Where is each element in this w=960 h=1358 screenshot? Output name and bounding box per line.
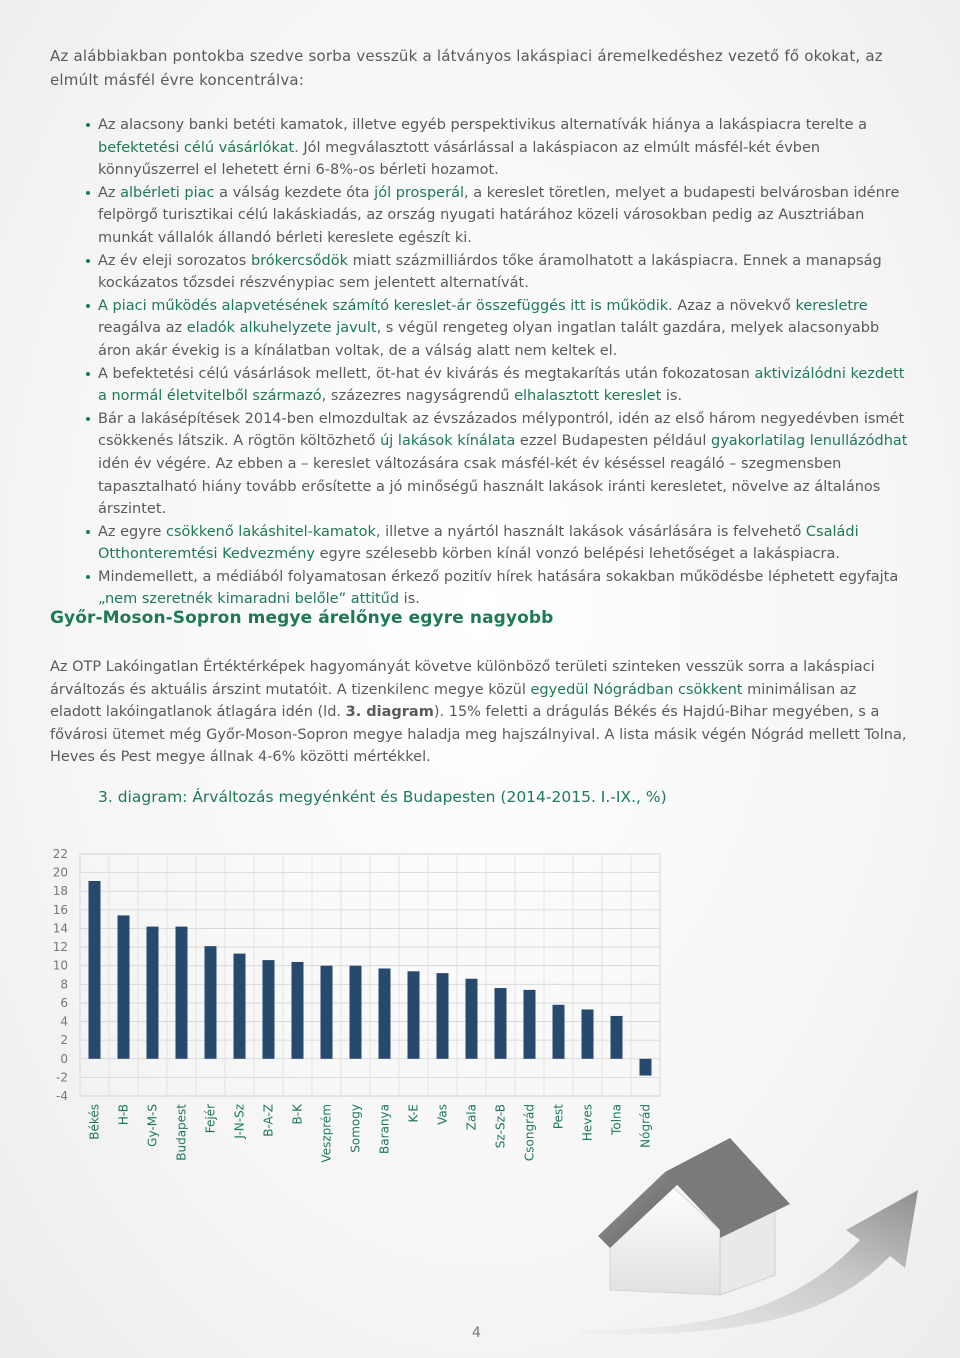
text-segment: is. [399,591,420,608]
bar-Nógrád [640,1059,652,1076]
y-tick-label: 22 [52,847,68,861]
text-segment: Mindemellett, a médiából folyamatosan érkező pozitív hírek hatására sokakban működésbe léphetett egyfajta [98,568,899,585]
text-segment: reagálva az [98,320,187,337]
bar-K-E [408,971,420,1058]
bar-B-K [292,962,304,1059]
y-tick-label: 14 [52,921,68,936]
y-tick-label: 6 [60,995,68,1010]
highlighted-text: aktivizálódni kezdett a normál életvitelből származó [98,365,905,405]
bullet-item [86,566,916,611]
x-tick-label: Fejér [203,1104,218,1134]
highlighted-text: keresletre [795,297,868,314]
bullet-item [86,114,916,182]
bullet-item [86,182,916,250]
text-segment: . Jól megválasztott vásárlással a lakáspiacon az elmúlt másfél-két évben könnyűszerrel el lehetett érni 6-8%-os bérleti hozamot. [98,139,821,179]
highlighted-text: brókercsődök [250,252,348,269]
bullet-item [86,250,916,295]
y-tick-label: 18 [52,884,68,899]
x-tick-label: Tolna [609,1104,624,1135]
section-title: Győr-Moson-Sopron megye árelőnye egyre nagyobb [50,608,554,628]
highlighted-text: csökkenő lakáshitel-kamatok [166,523,376,540]
text-segment: Az egyre [98,523,167,540]
house-arrow-illustration [570,1090,960,1335]
text-segment: egyre szélesebb körben kínál vonzó belépési lehetőséget a lakáspiacra. [314,546,840,563]
bullet-item [86,363,916,408]
x-tick-label: Csongrád [522,1104,537,1162]
highlighted-text: befektetési célú vásárlókat [98,139,295,156]
bar-Vas [437,973,449,1059]
x-tick-label: B-A-Z [261,1104,276,1137]
highlighted-text: új lakások kínálata [380,433,516,450]
bar-Sz-Sz-B [495,988,507,1059]
x-tick-label: Nógrád [638,1104,653,1148]
bar-Pest [553,1005,565,1059]
reasons-list [86,114,916,611]
text-segment: Az [98,184,121,201]
bar-Gy-M-S [147,927,159,1059]
highlighted-text: A piaci működés alapvetésének számító kereslet-ár összefüggés itt is működik [98,297,669,314]
highlighted-text: „nem szeretnék kimaradni belőle” attitűd [98,591,400,608]
text-segment: miatt százmilliárdos tőke áramolhatott a lakáspiacra. Ennek a manapság kockázatos tőzsdei részvénypiac sem jelentett alternatívát. [98,252,882,292]
x-tick-label: Zala [464,1104,479,1131]
text-segment: is. [661,388,683,405]
x-tick-label: J-N-Sz [232,1104,247,1139]
y-tick-label: 8 [60,977,68,992]
bar-Békés [89,881,101,1059]
text-segment: , a kereslet töretlen, melyet a budapesti belvárosban idénre felpörgő turisztikai célú lakáskiadás, az ország nyugati határához közeli városokban pedig az Ausztriában munkát vállalók állandó bérleti kereslete egészít ki. [98,184,900,246]
y-tick-label: 0 [60,1051,68,1066]
text-segment: Bár a lakásépítések 2014-ben elmozdultak az évszázados mélypontról, idén az első három negyedévben ismét csökkenés látszik. A rögtön költözhető [98,410,905,450]
x-tick-label: Pest [551,1104,566,1130]
highlighted-text: jól prosperál [374,184,464,201]
highlighted-text: elhalasztott kereslet [514,388,662,405]
x-tick-label: Baranya [377,1104,392,1154]
text-segment: minimálisan az eladott lakóingatlanok átlagára idén (ld. [50,681,857,721]
highlighted-text: albérleti piac [120,184,215,201]
text-segment: . Azaz a növekvő [668,297,796,314]
bar-Tolna [611,1016,623,1059]
text-segment: Az alacsony banki betéti kamatok, illetve egyéb perspektivikus alternatívák hiánya a lakáspiacra terelte a [98,117,868,133]
highlighted-text: eladók alkuhelyzete javult [186,320,377,337]
bar-Somogy [350,966,362,1059]
bar-Csongrád [524,990,536,1059]
y-tick-label: 10 [52,958,68,973]
bullet-item [86,521,916,566]
x-tick-label: Veszprém [319,1104,334,1163]
bold-text: 3. diagram [345,704,434,721]
text-segment: idén év végére. Az ebben a – kereslet változására csak másfél-két év késéssel reagáló – szegmensben tapasztalható hiány tovább erősítette a jó minőségű használt lakások iránti keresletet, növelve az általános árszintet. [98,455,881,518]
section-paragraph [50,656,910,769]
y-tick-label: 16 [52,902,68,917]
text-segment: , illetve a nyártól használt lakások vásárlására is felvehető [375,523,806,540]
x-tick-label: Heves [580,1104,595,1142]
highlighted-text: Családi Otthonteremtési Kedvezmény [98,523,859,563]
bar-Zala [466,979,478,1059]
x-tick-label: Vas [435,1104,450,1125]
bar-Heves [582,1009,594,1058]
text-segment: , s végül rengeteg olyan ingatlan talált gazdára, melyek alacsonyabb áron akár évekig is a kínálatban voltak, de a válság alatt nem keltek el. [98,320,880,359]
highlighted-text: gyakorlatilag lenullázódhat [711,433,908,450]
bar-B-A-Z [263,960,275,1059]
bar-Baranya [379,968,391,1058]
y-tick-label: 12 [52,940,68,955]
x-tick-label: Sz-Sz-B [493,1104,508,1149]
x-tick-label: B-K [290,1104,305,1125]
text-segment: , százezres nagyságrendű [321,388,515,405]
x-tick-label: Budapest [174,1104,189,1161]
x-tick-label: Békés [87,1104,102,1140]
bullet-item [86,295,916,363]
y-tick-label: 2 [60,1033,68,1048]
x-tick-label: H-B [116,1104,131,1126]
x-tick-label: Somogy [348,1104,363,1153]
x-tick-label: Gy-M-S [145,1104,160,1147]
text-segment: a válság kezdete óta [214,184,375,201]
bar-J-N-Sz [234,954,246,1059]
text-segment: Az OTP Lakóingatlan Értéktérképek hagyományát követve különböző területi szinteken vesszük sorra a lakáspiaci árváltozás és aktuális árszint mutatóit. A tizenkilenc megye közül [50,659,875,698]
y-tick-label: 20 [52,865,68,880]
page-number: 4 [472,1325,481,1341]
intro-text: Az alábbiakban pontokba szedve sorba vesszük a látványos lakáspiaci áremelkedéshez vezető fő okokat, az elmúlt másfél évre koncentrálva: [50,47,883,89]
x-tick-label: K-E [406,1104,421,1123]
bullet-item [86,408,916,521]
bar-Budapest [176,927,188,1059]
highlighted-text: egyedül Nógrádban csökkent [530,681,743,698]
chart-title: 3. diagram: Árváltozás megyénként és Budapesten (2014-2015. I.-IX., %) [98,788,667,806]
text-segment: ezzel Budapesten például [515,433,711,450]
text-segment: ). 15% feletti a drágulás Békés és Hajdú-Bihar megyében, s a fővárosi ütemet még Győr-Moson-Sopron megye haladja meg hajszálnyival. A lista másik végén Nógrád mellett Tolna, Heves és Pest megye állnak 4-6% közötti mértékkel. [50,704,907,766]
bar-H-B [118,915,130,1058]
y-tick-label: -2 [56,1070,68,1085]
text-segment: A befektetési célú vásárlások mellett, öt-hat év kivárás és megtakarítás után fokozatosan [98,365,755,382]
bar-Veszprém [321,966,333,1059]
y-tick-label: -4 [56,1089,68,1103]
text-segment: Az év eleji sorozatos [98,252,251,269]
bar-Fejér [205,946,217,1059]
y-tick-label: 4 [60,1014,68,1029]
